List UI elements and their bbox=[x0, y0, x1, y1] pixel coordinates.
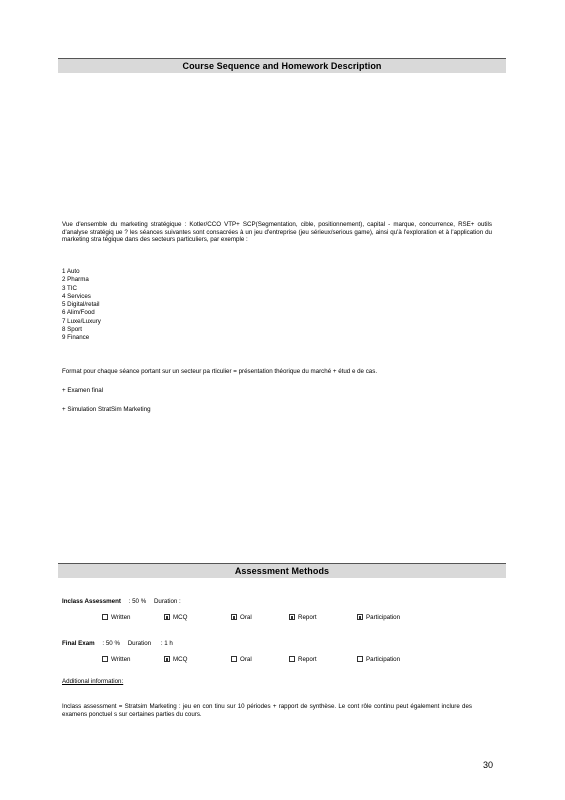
list-item: 5 Digital/retail bbox=[62, 301, 100, 309]
simulation-line: + Simulation StratSim Marketing bbox=[62, 406, 151, 413]
sector-list bbox=[62, 268, 101, 343]
final-exam-label: Final Exam bbox=[62, 640, 95, 647]
checkbox-checked-icon bbox=[231, 614, 237, 620]
inclass-duration-label: Duration : bbox=[153, 598, 181, 605]
checkbox-label: MCQ bbox=[173, 614, 188, 621]
exam-line: + Examen final bbox=[62, 387, 104, 394]
checkbox-label: Participation bbox=[366, 656, 401, 663]
checkbox-label: Oral bbox=[240, 656, 252, 663]
checkbox-checked-icon bbox=[289, 614, 295, 620]
final-exam-duration-value: : 1 h bbox=[160, 640, 173, 647]
checkbox-icon bbox=[289, 656, 295, 662]
section-header-assessment-methods: Assessment Methods bbox=[58, 563, 506, 578]
checkbox-checked-icon bbox=[164, 656, 170, 662]
checkbox-label: Report bbox=[298, 614, 317, 621]
checkbox-label: Participation bbox=[366, 614, 401, 621]
final-report-checkbox[interactable] bbox=[289, 656, 317, 664]
checkbox-checked-icon bbox=[357, 614, 363, 620]
format-paragraph: Format pour chaque séance portant sur un secteur pa rticulier = présentation théorique du marché + étud e de cas. bbox=[62, 368, 378, 375]
checkbox-label: MCQ bbox=[173, 656, 188, 663]
additional-info-text: Inclass assessment = Stratsim Marketing : jeu en con tinu sur 10 périodes + rapport de synthèse. Le cont rôle continu peut également inclure des examens ponctuel s sur certaines parties du cours. bbox=[62, 703, 472, 718]
list-item: 7 Luxe/Luxury bbox=[62, 317, 101, 325]
list-item: 6 Alim/Food bbox=[62, 309, 95, 317]
page-number: 30 bbox=[483, 760, 494, 770]
final-mcq-checkbox[interactable] bbox=[164, 656, 187, 664]
inclass-report-checkbox[interactable] bbox=[289, 614, 317, 622]
final-participation-checkbox[interactable] bbox=[357, 656, 400, 664]
list-item: 1 Auto bbox=[62, 268, 80, 275]
final-exam-duration-label: Duration bbox=[127, 640, 152, 647]
checkbox-label: Report bbox=[298, 656, 317, 663]
final-exam-percent: : 50 % bbox=[102, 640, 120, 647]
section-header-course-sequence: Course Sequence and Homework Description bbox=[58, 58, 506, 73]
additional-info-label: Additional information: bbox=[62, 678, 124, 685]
list-item: 4 Services bbox=[62, 292, 91, 300]
final-written-checkbox[interactable] bbox=[102, 656, 130, 664]
checkbox-label: Oral bbox=[240, 614, 252, 621]
list-item: 8 Sport bbox=[62, 326, 82, 334]
checkbox-icon bbox=[231, 656, 237, 662]
inclass-mcq-checkbox[interactable] bbox=[164, 614, 187, 622]
intro-paragraph: Vue d'ensemble du marketing stratégique : Kotler/CCO VTP+ SCP(Segmentation, cible, positionnement), capital - marque, concurrence, RSE+ outils d'analyse stratégiq ue ? les séances suivantes sont consacrées à un jeu d'entreprise (jeu sérieux/serious game), ainsi qu'à l'exploration et à l'application du marketing stra tégique dans des secteurs particuliers, par exemple : bbox=[62, 221, 492, 244]
final-exam-row bbox=[62, 640, 173, 648]
checkbox-checked-icon bbox=[164, 614, 170, 620]
final-oral-checkbox[interactable] bbox=[231, 656, 252, 664]
checkbox-icon bbox=[102, 656, 108, 662]
checkbox-label: Written bbox=[111, 614, 131, 621]
inclass-percent: : 50 % bbox=[128, 598, 147, 605]
inclass-assessment-row bbox=[62, 598, 181, 606]
checkbox-icon bbox=[357, 656, 363, 662]
inclass-oral-checkbox[interactable] bbox=[231, 614, 252, 622]
list-item: 3 TIC bbox=[62, 284, 78, 292]
list-item: 9 Finance bbox=[62, 334, 90, 342]
checkbox-icon bbox=[102, 614, 108, 620]
inclass-participation-checkbox[interactable] bbox=[357, 614, 400, 622]
inclass-label: Inclass Assessment bbox=[62, 598, 121, 605]
list-item: 2 Pharma bbox=[62, 276, 89, 284]
checkbox-label: Written bbox=[111, 656, 131, 663]
inclass-written-checkbox[interactable] bbox=[102, 614, 130, 622]
